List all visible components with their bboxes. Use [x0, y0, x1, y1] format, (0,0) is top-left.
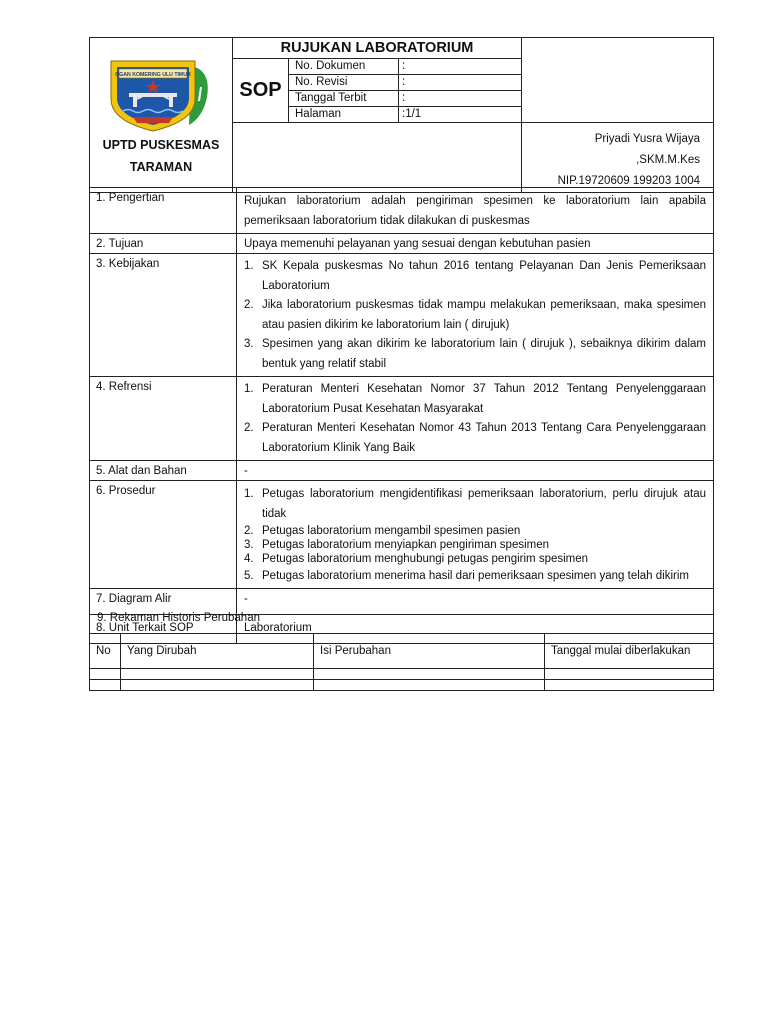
row-kebijakan	[90, 254, 714, 377]
list-item	[244, 296, 706, 335]
history-cell	[545, 669, 714, 680]
section-list-cell	[237, 254, 714, 377]
item-number: 1.	[244, 260, 254, 272]
kebijakan-list	[244, 257, 706, 374]
section-label: 2. Tujuan	[90, 234, 237, 254]
meta-value: :1/1	[402, 108, 422, 120]
section-label: 1. Pengertian	[90, 188, 237, 234]
list-item	[244, 566, 706, 586]
section-text: -	[237, 461, 714, 481]
section-text: Laboratorium	[237, 615, 714, 644]
org-name-line2: TARAMAN	[129, 160, 193, 174]
section-list-cell	[237, 377, 714, 461]
section-label: 5. Alat dan Bahan	[90, 461, 237, 481]
list-item	[244, 552, 706, 566]
history-cell	[121, 680, 314, 691]
meta-row-no-revisi	[289, 75, 521, 91]
item-text: Petugas laboratorium menyiapkan pengiriman spesimen	[262, 539, 550, 551]
meta-value: :	[402, 92, 406, 104]
meta-row-tanggal-terbit	[289, 91, 521, 107]
history-empty-row	[90, 669, 714, 680]
item-number: 2.	[244, 525, 254, 537]
history-cell	[314, 680, 545, 691]
section-text: -	[237, 589, 714, 615]
history-cell	[90, 680, 121, 691]
history-col-tanggal: Tanggal mulai diberlakukan	[545, 634, 714, 669]
item-number: 1.	[244, 383, 254, 395]
row-prosedur	[90, 481, 714, 589]
history-empty-row	[90, 680, 714, 691]
item-text: SK Kepala puskesmas No tahun 2016 tentang Pelayanan Dan Jenis Pemeriksaan Laboratorium	[262, 260, 706, 292]
row-alat-bahan	[90, 461, 714, 481]
history-table	[89, 633, 714, 691]
referensi-list	[244, 380, 706, 458]
row-referensi	[90, 377, 714, 461]
history-col-no: No	[90, 634, 121, 669]
meta-key: Halaman	[289, 107, 399, 122]
list-item	[244, 484, 706, 524]
item-number: 4.	[244, 553, 254, 565]
list-item	[244, 380, 706, 419]
section-list-cell	[237, 481, 714, 589]
item-number: 5.	[244, 570, 254, 582]
meta-value: :	[402, 60, 406, 72]
meta-key: No. Dokumen	[289, 59, 399, 74]
meta-key: No. Revisi	[289, 75, 399, 90]
meta-row-no-dokumen	[289, 59, 521, 75]
history-cell	[314, 669, 545, 680]
meta-row-halaman	[289, 107, 521, 122]
section-label: 7. Diagram Alir	[90, 589, 237, 615]
history-header-row	[90, 634, 714, 669]
middle-blank	[233, 123, 522, 193]
item-text: Petugas laboratorium mengidentifikasi pemeriksaan laboratorium, perlu dirujuk atau tidak	[262, 488, 706, 520]
org-name	[90, 134, 232, 178]
sop-header-table	[89, 37, 714, 193]
sop-label: SOP	[233, 59, 289, 123]
top-right-blank	[522, 38, 714, 123]
item-number: 3.	[244, 338, 254, 350]
row-diagram-alir	[90, 589, 714, 615]
item-text: Spesimen yang akan dikirim ke laboratorium lain ( dirujuk ), sebaiknya dikirim dalam bentuk yang relatif stabil	[262, 338, 706, 370]
signer-nip: NIP.19720609 199203 1004	[557, 175, 700, 187]
prosedur-list	[244, 484, 706, 586]
list-item	[244, 335, 706, 374]
item-text: Petugas laboratorium mengambil spesimen pasien	[262, 525, 521, 537]
item-text: Peraturan Menteri Kesehatan Nomor 37 Tahun 2012 Tentang Penyelenggaraan Laboratorium Pusat Kesehatan Masyarakat	[262, 383, 706, 415]
history-col-yang-dirubah: Yang Dirubah	[121, 634, 314, 669]
section-text: Upaya memenuhi pelayanan yang sesuai dengan kebutuhan pasien	[237, 234, 714, 254]
sop-body-table	[89, 187, 714, 644]
svg-text:OGAN KOMERING ULU TIMUR: OGAN KOMERING ULU TIMUR	[115, 72, 191, 78]
section-label: 3. Kebijakan	[90, 254, 237, 377]
item-number: 3.	[244, 539, 254, 551]
signature-block	[522, 123, 714, 193]
meta-value: :	[402, 76, 406, 88]
row-pengertian	[90, 188, 714, 234]
item-number: 1.	[244, 488, 254, 500]
document-meta	[289, 59, 522, 123]
item-text: Petugas laboratorium menerima hasil dari pemeriksaan spesimen yang telah dikirim	[262, 570, 689, 582]
org-name-line1: UPTD PUSKESMAS	[102, 138, 220, 152]
meta-key: Tanggal Terbit	[289, 91, 399, 106]
history-cell	[545, 680, 714, 691]
section-label: 4. Refrensi	[90, 377, 237, 461]
signer-degree: ,SKM.M.Kes	[636, 154, 700, 166]
list-item	[244, 257, 706, 296]
item-text: Petugas laboratorium menghubungi petugas pengirim spesimen	[262, 553, 589, 565]
signer-name: Priyadi Yusra Wijaya	[594, 133, 700, 145]
document-title: RUJUKAN LABORATORIUM	[233, 38, 522, 59]
logo-cell	[90, 38, 233, 193]
list-item	[244, 538, 706, 552]
section-label: 8. Unit Terkait SOP	[90, 615, 237, 644]
item-number: 2.	[244, 299, 254, 311]
history-title: 9. Rekaman Historis Perubahan	[97, 612, 260, 624]
history-cell	[90, 669, 121, 680]
list-item	[244, 419, 706, 458]
item-text: Peraturan Menteri Kesehatan Nomor 43 Tahun 2013 Tentang Cara Penyelenggaraan Laboratorium Klinik Yang Baik	[262, 422, 706, 454]
section-label: 6. Prosedur	[90, 481, 237, 589]
regency-logo	[103, 55, 215, 133]
section-text: Rujukan laboratorium adalah pengiriman spesimen ke laboratorium lain apabila pemeriksaan laboratorium tidak dilakukan di puskesmas	[237, 188, 714, 234]
history-col-isi-perubahan: Isi Perubahan	[314, 634, 545, 669]
list-item	[244, 524, 706, 538]
item-number: 2.	[244, 422, 254, 434]
item-text: Jika laboratorium puskesmas tidak mampu melakukan pemeriksaan, maka spesimen atau pasien dikirim ke laboratorium lain ( dirujuk)	[262, 299, 706, 331]
row-tujuan	[90, 234, 714, 254]
history-cell	[121, 669, 314, 680]
